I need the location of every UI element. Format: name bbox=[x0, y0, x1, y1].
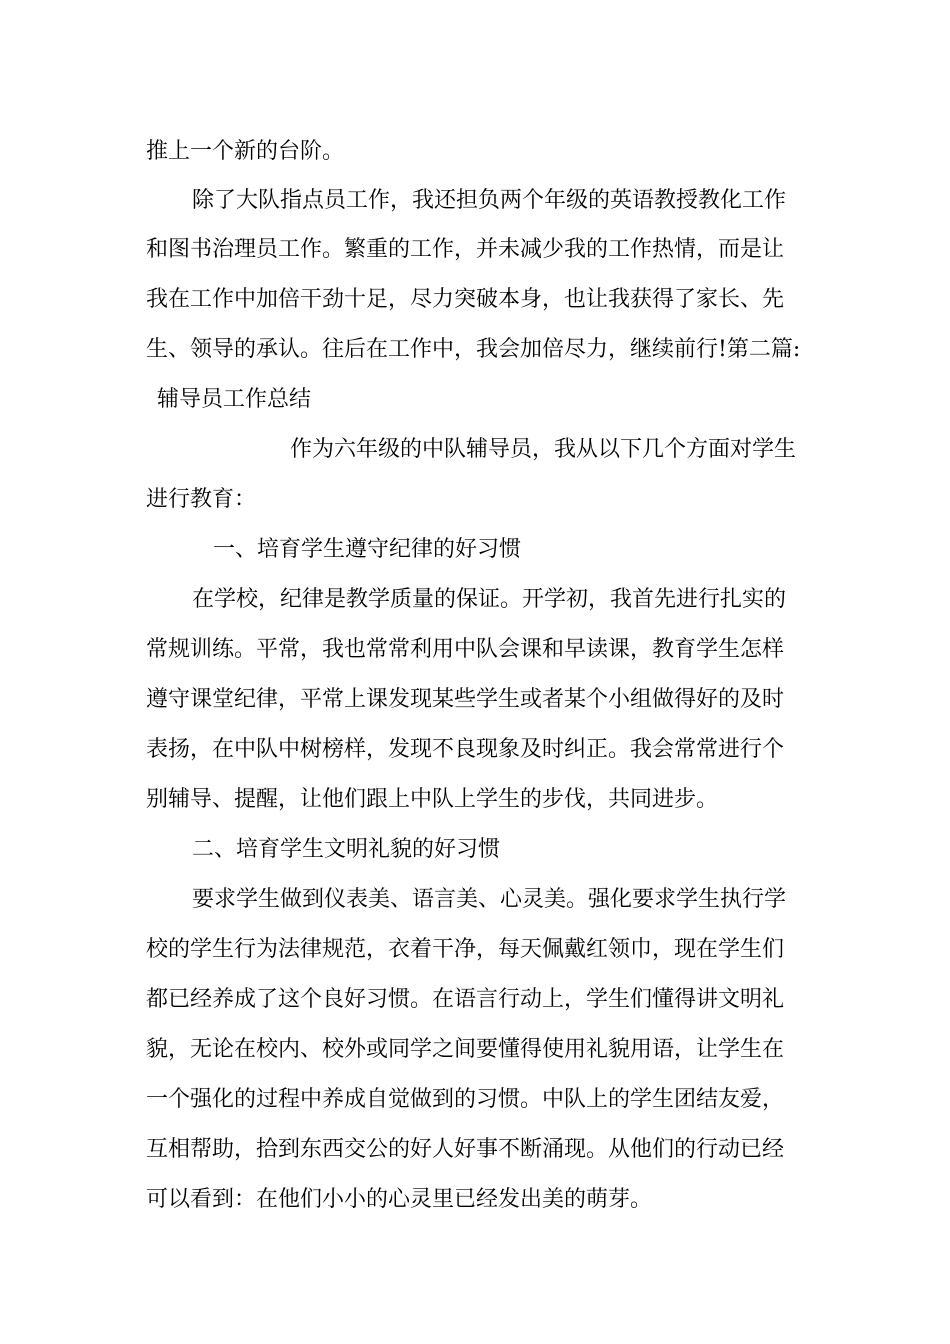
text-line: 遵守课堂纪律，平常上课发现某些学生或者某个小组做得好的及时 bbox=[146, 687, 785, 712]
text-line: 貌，无论在校内、校外或同学之间要懂得使用礼貌用语，让学生在 bbox=[146, 1037, 785, 1062]
text-line: 校的学生行为法律规范，衣着干净，每天佩戴红领巾，现在学生们 bbox=[146, 937, 785, 962]
text-line: 可以看到：在他们小小的心灵里已经发出美的萌芽。 bbox=[146, 1187, 653, 1212]
text-line: 在学校，纪律是教学质量的保证。开学初，我首先进行扎实的 bbox=[192, 587, 787, 612]
text-line: 互相帮助，拾到东西交公的好人好事不断涌现。从他们的行动已经 bbox=[146, 1137, 785, 1162]
text-line: 进行教育： bbox=[146, 487, 257, 512]
text-line: 生、领导的承认。往后在工作中，我会加倍尽力，继续前行!第二篇: bbox=[146, 337, 801, 362]
section-heading: 一、培育学生遵守纪律的好习惯 bbox=[213, 537, 522, 562]
text-line: 和图书治理员工作。繁重的工作，并未减少我的工作热情，而是让 bbox=[146, 237, 785, 262]
text-line: 常规训练。平常，我也常常利用中队会课和早读课，教育学生怎样 bbox=[146, 637, 785, 662]
text-line: 别辅导、提醒，让他们跟上中队上学生的步伐，共同进步。 bbox=[146, 787, 719, 812]
text-line: 推上一个新的台阶。 bbox=[146, 139, 345, 164]
text-line: 除了大队指点员工作，我还担负两个年级的英语教授教化工作 bbox=[192, 188, 787, 213]
text-line: 都已经养成了这个良好习惯。在语言行动上，学生们懂得讲文明礼 bbox=[146, 987, 785, 1012]
text-line: 作为六年级的中队辅导员，我从以下几个方面对学生 bbox=[290, 437, 797, 462]
text-line: 表扬，在中队中树榜样，发现不良现象及时纠正。我会常常进行个 bbox=[146, 737, 785, 762]
text-line: 一个强化的过程中养成自觉做到的习惯。中队上的学生团结友爱， bbox=[146, 1087, 785, 1112]
text-line: 要求学生做到仪表美、语言美、心灵美。强化要求学生执行学 bbox=[192, 887, 787, 912]
text-line: 我在工作中加倍干劲十足，尽力突破本身，也让我获得了家长、先 bbox=[146, 287, 785, 312]
section-heading: 二、培育学生文明礼貌的好习惯 bbox=[192, 837, 501, 862]
heading-line: 辅导员工作总结 bbox=[157, 387, 312, 412]
